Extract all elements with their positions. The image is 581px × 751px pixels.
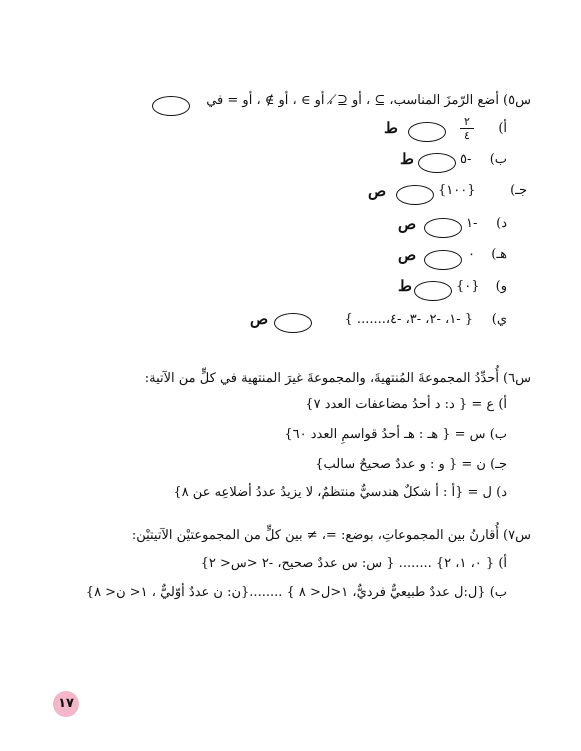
answer-oval-d[interactable] [424, 218, 462, 238]
q5-item-f-expr: {٠} [456, 279, 480, 294]
answer-oval-b[interactable] [418, 153, 456, 173]
q5-item-e-expr: ٠ [468, 247, 475, 262]
q7-item-a: أ) { ٠، ١، ٢} ........ { س: س عددٌ صحيح، -٢ <س< ٢} [200, 556, 507, 571]
q5-item-d-expr: -١ [466, 216, 478, 231]
q5-item-f-label: و) [495, 279, 507, 294]
q6-item-d: د) ل = {أ : أ شكلٌ هندسيٌّ منتظمٌ، لا يزيدُ عددُ أضلاعِه عن ٨} [173, 485, 507, 500]
q5-item-f-set: ط [398, 277, 412, 295]
answer-oval-g[interactable] [274, 313, 312, 333]
q5-item-b-expr: -٥ [460, 152, 472, 167]
answer-oval-c[interactable] [396, 185, 434, 205]
q5-item-c-label: جـ) [510, 183, 527, 198]
answer-oval-a[interactable] [408, 122, 446, 142]
q5-item-b-set: ط [400, 150, 414, 168]
q6-item-a: أ) ع = { د: د أحدُ مضاعفات العدد ٧} [305, 397, 507, 412]
q5-item-a-set: ط [384, 119, 398, 137]
answer-oval-f[interactable] [414, 281, 452, 301]
q6-instruction: س٦) أُحدِّدُ المجموعةَ المُنتهيةَ، والمجموعةَ غيرَ المنتهية في كلٍّ من الآتية: [144, 371, 531, 386]
q5-item-g-label: ي) [491, 312, 507, 327]
q5-item-e-set: ص [398, 246, 417, 264]
q5-item-c-expr: {١٠٠} [438, 183, 476, 198]
q5-item-c-set: ص [368, 182, 387, 200]
q7-instruction: س٧) أُقارنُ بين المجموعاتِ، بوضع: =، ≠ بين كلٍّ من المجموعتيْن الآتيتيْن: [131, 528, 531, 543]
q6-item-b: ب) س = { هـ : هـ أحدُ قواسمِ العدد ٦٠} [284, 427, 507, 442]
answer-oval-e[interactable] [424, 250, 462, 270]
q5-item-a-label: أ) [498, 121, 507, 136]
q5-item-e-label: هـ) [491, 247, 507, 262]
q5-item-d-label: د) [496, 216, 507, 231]
q6-item-c: جـ) ن = { و : و عددٌ صحيحٌ سالب} [315, 457, 507, 472]
q7-item-b: ب) {ل:ل عددٌ طبيعيٌّ فرديٌّ، ١<ل< ٨ } ........{ن: ن عددٌ أوّليٌّ ، ١< ن< ٨} [85, 585, 507, 600]
answer-oval-instruction[interactable] [152, 96, 190, 116]
q5-item-g-expr: { -١، -٢، -٣، -٤،....... } [344, 312, 473, 327]
q5-item-b-label: ب) [489, 152, 507, 167]
q5-item-a-fraction: ٢ ٤ [460, 116, 474, 141]
q5-item-g-set: ص [250, 310, 269, 328]
page-number-badge: ١٧ [53, 691, 79, 717]
q5-instruction: س٥) أضع الرّمزَ المناسب، ⊇ ، أو ⊉ ، أو ∋ ، أو ∌ ، أو = في [206, 93, 531, 108]
q5-item-d-set: ص [398, 215, 417, 233]
